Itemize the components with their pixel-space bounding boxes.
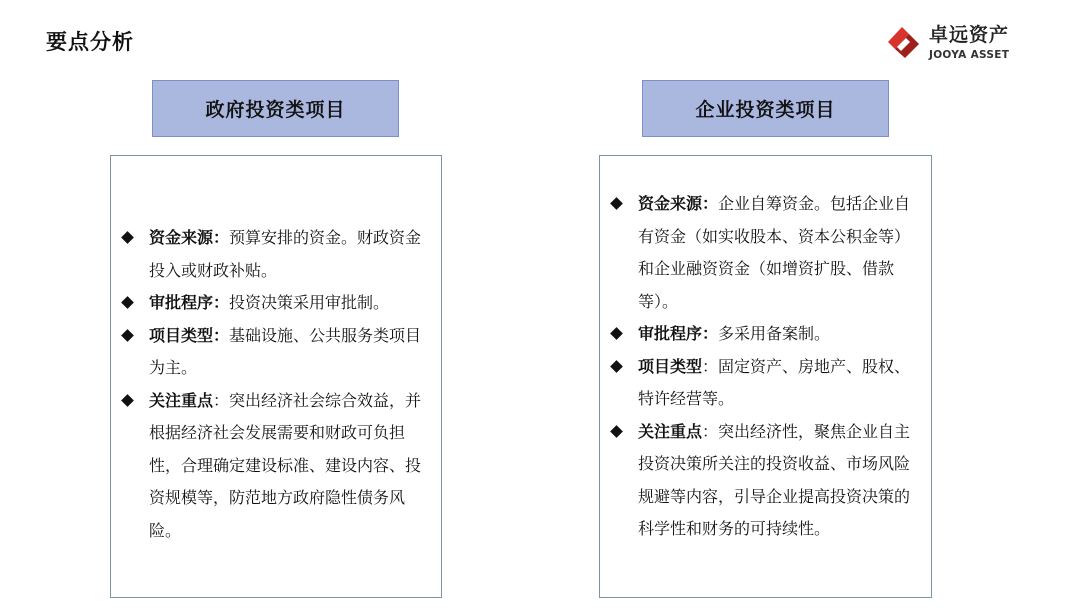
item-term: 项目类型： bbox=[149, 325, 230, 345]
item-term: 关注重点 bbox=[638, 421, 703, 441]
item-text: 企业自筹资金。包括企业自有资金（如实收股本、资本公积金等）和企业融资资金（如增资扩股、借款等）。 bbox=[638, 194, 911, 311]
company-logo bbox=[886, 22, 1026, 66]
item-term: 资金来源： bbox=[638, 194, 719, 213]
logo-name-cn: 卓远资产 bbox=[929, 24, 1010, 46]
item-text: ：突出经济性，聚焦企业自主投资决策所关注的投资收益、市场风险规避等内容，引导企业提高投资决策的科学性和财务的可持续性。 bbox=[638, 421, 911, 538]
item-text: ：固定资产、房地产、股权、特许经营等。 bbox=[638, 356, 911, 408]
list-item-project-type bbox=[121, 320, 431, 385]
government-investment-panel bbox=[110, 155, 442, 598]
item-text: 预算安排的资金。财政资金投入或财政补贴。 bbox=[149, 228, 422, 280]
item-text: ：突出经济社会综合效益，并根据经济社会发展需要和财政可负担性，合理确定建设标准、建设内容、投资规模等，防范地方政府隐性债务风险。 bbox=[149, 390, 422, 540]
enterprise-points-list bbox=[610, 188, 922, 546]
list-item-funding-source bbox=[121, 222, 431, 287]
logo-name-en: JOOYA ASSET bbox=[929, 49, 1010, 61]
government-investment-header: 政府投资类项目 bbox=[152, 80, 399, 137]
item-term: 资金来源： bbox=[149, 228, 230, 247]
list-item-approval-procedure bbox=[610, 318, 922, 351]
government-points-list bbox=[121, 222, 431, 547]
item-term: 审批程序： bbox=[149, 293, 230, 312]
item-term: 关注重点 bbox=[149, 390, 214, 410]
diamond-bullet-icon bbox=[610, 197, 623, 210]
list-item-key-focus bbox=[121, 385, 431, 548]
list-item-funding-source bbox=[610, 188, 922, 318]
item-text: 基础设施、公共服务类项目为主。 bbox=[149, 325, 422, 377]
enterprise-investment-panel bbox=[599, 155, 932, 598]
diamond-bullet-icon bbox=[610, 360, 623, 373]
item-text: 多采用备案制。 bbox=[718, 324, 831, 343]
page-title: 要点分析 bbox=[46, 30, 134, 54]
item-term: 审批程序： bbox=[638, 324, 719, 343]
item-text: 投资决策采用审批制。 bbox=[229, 293, 390, 312]
diamond-bullet-icon bbox=[610, 425, 623, 438]
diamond-bullet-icon bbox=[121, 394, 134, 407]
list-item-project-type bbox=[610, 351, 922, 416]
diamond-bullet-icon bbox=[121, 329, 134, 342]
diamond-bullet-icon bbox=[121, 231, 134, 244]
list-item-approval-procedure bbox=[121, 287, 431, 320]
jooya-logo-icon bbox=[886, 25, 922, 59]
list-item-key-focus bbox=[610, 416, 922, 546]
diamond-bullet-icon bbox=[610, 327, 623, 340]
item-term: 项目类型 bbox=[638, 356, 703, 376]
enterprise-investment-header: 企业投资类项目 bbox=[642, 80, 889, 137]
diamond-bullet-icon bbox=[121, 296, 134, 309]
